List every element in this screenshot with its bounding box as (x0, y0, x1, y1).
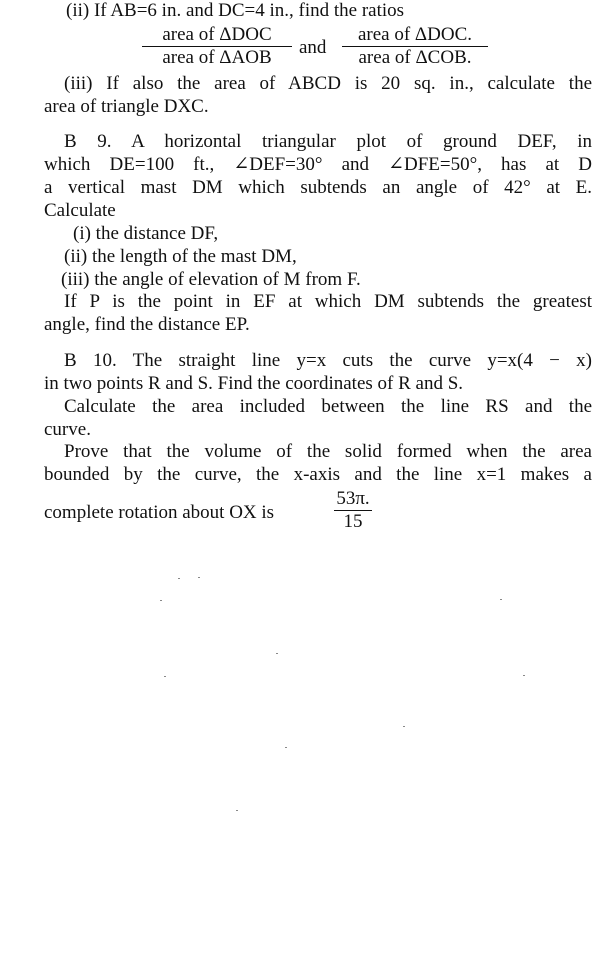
b8-part-iii-line1: (iii) If also the area of ABCD is 20 sq. in., calculate the (64, 73, 592, 94)
scan-speck (198, 577, 200, 578)
scan-speck (285, 747, 287, 748)
scan-speck (500, 599, 502, 600)
scan-speck (236, 810, 238, 811)
b8-part-ii-line: (ii) If AB=6 in. and DC=4 in., find the ratios (66, 0, 405, 21)
b10-line5: Prove that the volume of the solid formed when the area (64, 441, 592, 462)
b10-line3: Calculate the area included between the line RS and the (64, 396, 592, 417)
ratio-doc-aob (142, 25, 292, 68)
ratio-denominator: area of ΔAOB (162, 47, 272, 68)
volume-numerator: 53π. (334, 489, 372, 511)
scan-speck (523, 675, 525, 676)
volume-fraction (334, 489, 372, 532)
b9-line9: angle, find the distance EP. (44, 314, 250, 335)
b9-item-ii: (ii) the length of the mast DM, (64, 246, 297, 267)
scan-speck (160, 600, 162, 601)
and-word: and (299, 37, 327, 58)
b10-line6: bounded by the curve, the x-axis and the line x=1 makes a (44, 464, 592, 485)
b10-line7: complete rotation about OX is (44, 502, 275, 523)
ratio-denominator: area of ΔCOB. (358, 47, 472, 68)
b9-line3: a vertical mast DM which subtends an angle of 42° at E. (44, 177, 592, 198)
ratio-numerator: area of ΔDOC (142, 25, 292, 47)
b9-line1: B 9. A horizontal triangular plot of ground DEF, in (64, 131, 592, 152)
scan-speck (403, 726, 405, 727)
b9-item-i: (i) the distance DF, (73, 223, 219, 244)
b10-line1: B 10. The straight line y=x cuts the curve y=x(4 − x) (64, 350, 592, 371)
b9-line2: which DE=100 ft., ∠DEF=30° and ∠DFE=50°, has at D (44, 154, 592, 175)
scan-speck (164, 676, 166, 677)
b10-line4: curve. (44, 419, 91, 440)
ratio-numerator: area of ΔDOC. (342, 25, 488, 47)
volume-denominator: 15 (343, 511, 363, 532)
scan-speck (276, 653, 278, 654)
b8-part-iii-line2: area of triangle DXC. (44, 96, 209, 117)
b9-item-iii: (iii) the angle of elevation of M from F. (61, 269, 361, 290)
b9-line4: Calculate (44, 200, 116, 221)
b10-line2: in two points R and S. Find the coordinates of R and S. (44, 373, 464, 394)
scan-speck (178, 578, 180, 579)
ratio-doc-cob (342, 25, 488, 68)
b9-line8: If P is the point in EF at which DM subtends the greatest (64, 291, 592, 312)
